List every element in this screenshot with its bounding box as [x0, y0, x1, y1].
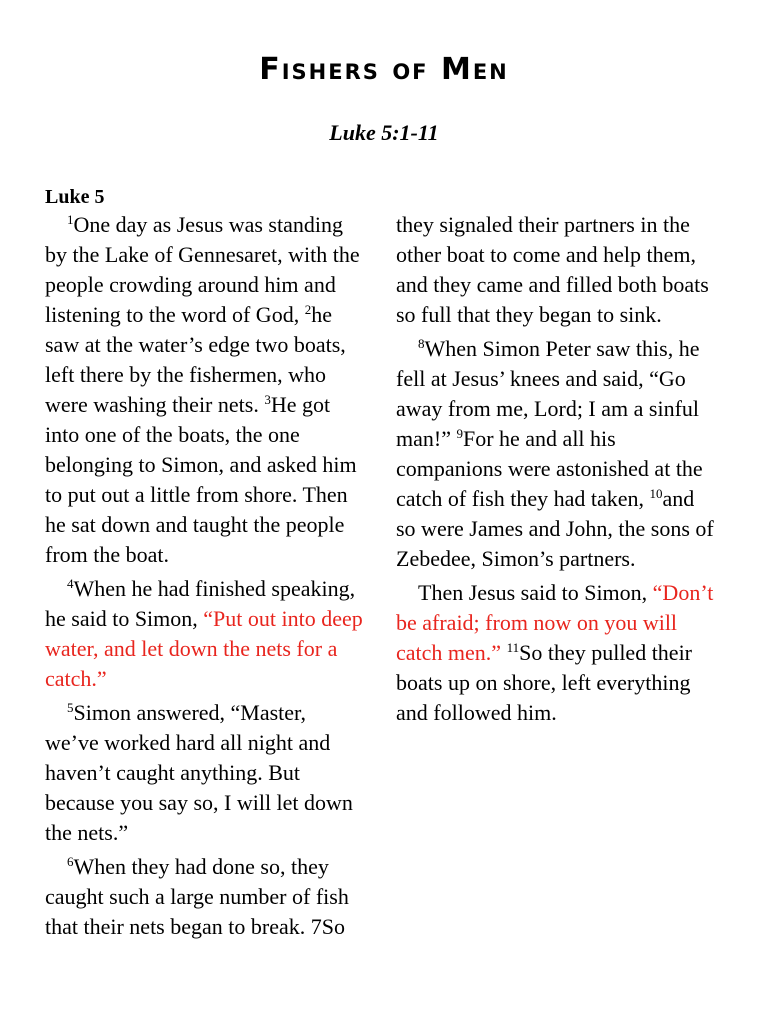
verse-number: 1: [67, 212, 74, 227]
paragraph-4: [45, 852, 363, 942]
verse-2-text: he saw at the water’s edge two boats, left there by the fishermen, who were washing their nets.: [45, 302, 346, 417]
scripture-reference: Luke 5:1-11: [329, 120, 439, 145]
verse-number: 3: [264, 392, 271, 407]
verse-number: 9: [456, 426, 463, 441]
verse-continuation-text: they signaled their partners in the other boat to come and help them, and they came and filled both boats so full that they began to sink.: [396, 212, 709, 327]
verse-4-text: When he had finished speaking, he said to Simon,: [45, 576, 356, 631]
verse-number: 2: [304, 302, 312, 317]
jesus-quote-2: “Don’t be afraid; from now on you will catch men.”: [396, 580, 714, 665]
chapter-heading: Luke 5: [45, 186, 105, 208]
right-column: [396, 210, 714, 732]
verse-number: 11: [506, 640, 520, 655]
paragraph-1: [45, 210, 363, 570]
verse-number: 6: [67, 854, 74, 869]
paragraph-2: [45, 574, 363, 694]
verse-1-text: One day as Jesus was standing by the Lake of Gennesaret, with the people crowding around him and listening to the word of God,: [45, 212, 360, 327]
verse-6-text: When they had done so, they caught such a large number of fish that their nets began to break. 7So: [45, 854, 349, 939]
page-title: Fishers of Men: [259, 52, 509, 87]
jesus-quote-1: “Put out into deep water, and let down the nets for a catch.”: [45, 606, 363, 691]
paragraph-4-continued: [396, 210, 714, 330]
verse-number: 4: [67, 576, 74, 591]
paragraph-5: [396, 334, 714, 574]
verse-8-text: When Simon Peter saw this, he fell at Jesus’ knees and said, “Go away from me, Lord; I am a sinful man!”: [396, 336, 700, 451]
verse-number: 8: [418, 336, 425, 351]
verse-5-text: Simon answered, “Master, we’ve worked hard all night and haven’t caught anything. But because you say so, I will let down the nets.”: [45, 700, 353, 845]
verse-number: 5: [67, 700, 74, 715]
left-column: [45, 184, 363, 946]
verse-10a-text: and so were James and John, the sons of Zebedee, Simon’s partners.: [396, 486, 714, 571]
paragraph-6: [396, 578, 714, 728]
verse-9-text: For he and all his companions were astonished at the catch of fish they had taken,: [396, 426, 703, 511]
verse-number: 10: [649, 486, 663, 501]
paragraph-3: [45, 698, 363, 848]
verse-3-text: He got into one of the boats, the one belonging to Simon, and asked him to put out a little from shore. Then he sat down and taught the people from the boat.: [45, 392, 357, 567]
verse-11-text: So they pulled their boats up on shore, left everything and followed him.: [396, 640, 693, 725]
verse-10b-text: Then Jesus said to Simon,: [418, 580, 648, 605]
